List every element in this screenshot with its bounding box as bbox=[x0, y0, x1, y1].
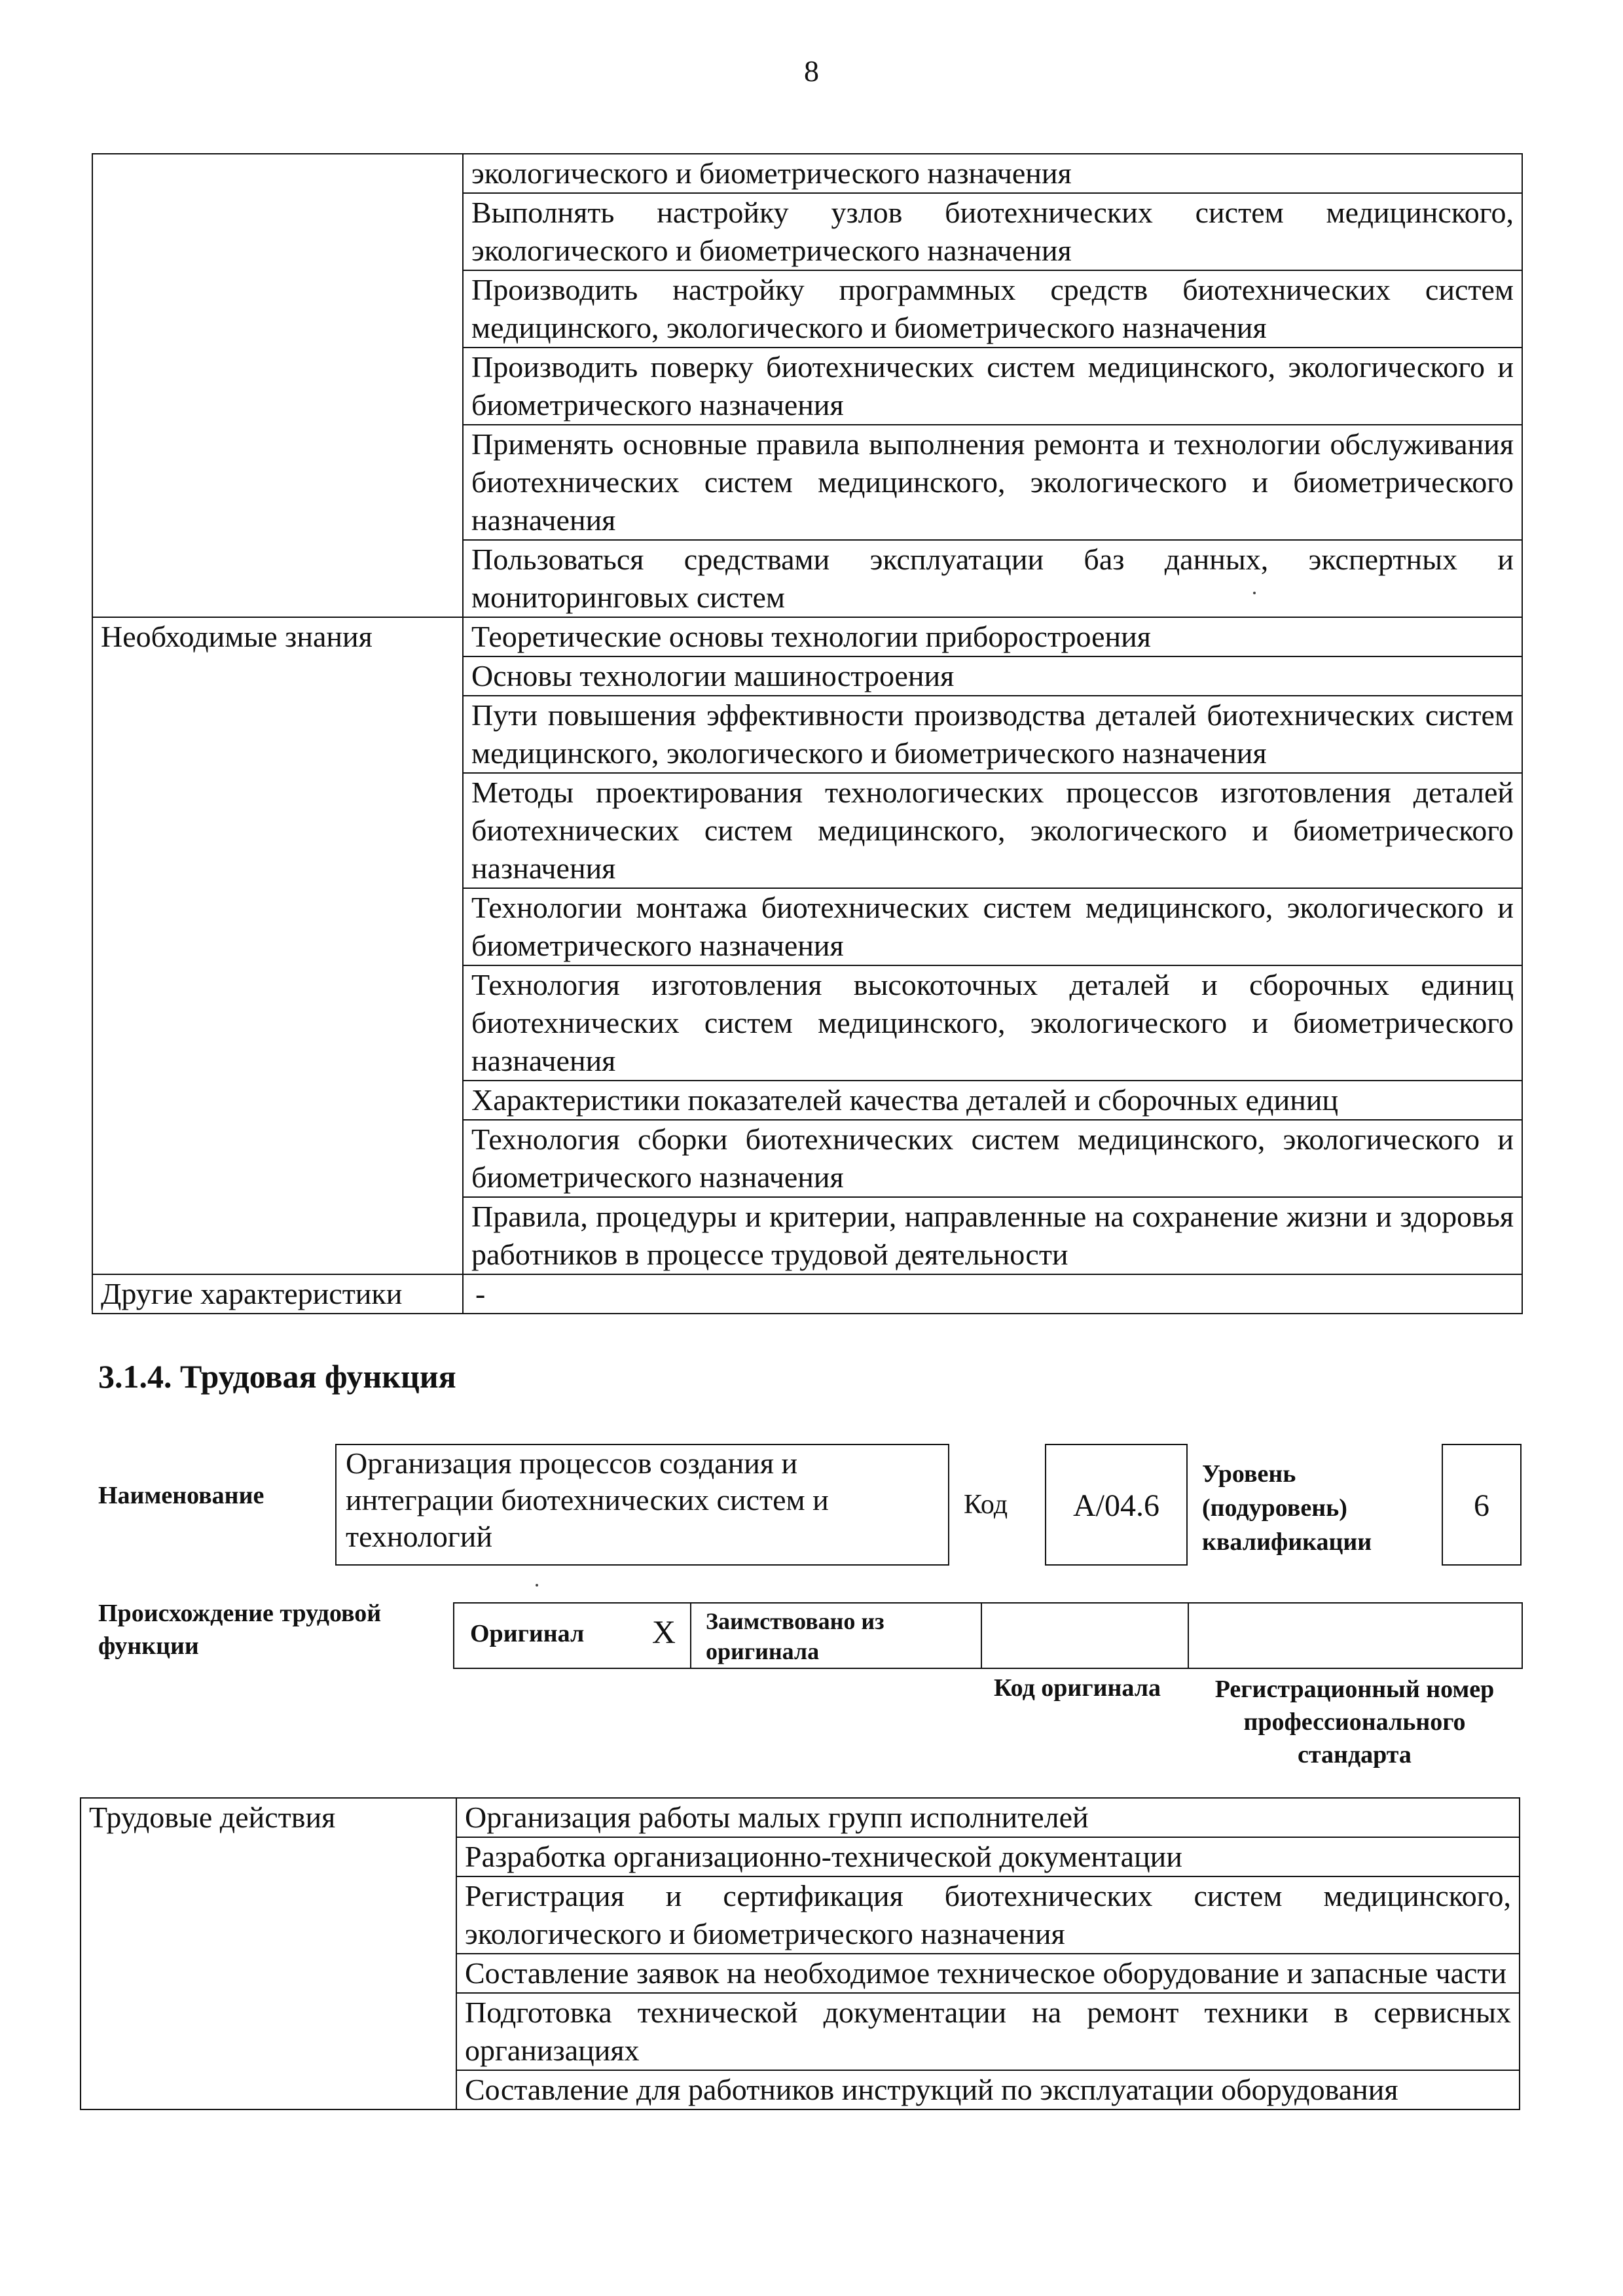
table-row bbox=[92, 1274, 1522, 1314]
table-cell: Выполнять настройку узлов биотехнических систем медицинского, экологического и биометрического назначения bbox=[463, 193, 1522, 270]
original-code-caption: Код оригинала bbox=[994, 1674, 1161, 1702]
table-row bbox=[92, 154, 1522, 193]
registration-number-caption bbox=[1201, 1673, 1508, 1771]
reg-caption-line: профессионального bbox=[1243, 1708, 1466, 1736]
table-row bbox=[81, 1798, 1520, 1837]
row-label-other: Другие характеристики bbox=[92, 1274, 463, 1314]
reg-caption-line: стандарта bbox=[1298, 1741, 1412, 1768]
level-label-line: Уровень bbox=[1202, 1460, 1296, 1488]
scan-dot bbox=[1253, 592, 1256, 594]
row-label-actions: Трудовые действия bbox=[81, 1798, 456, 2109]
table-cell: Технология сборки биотехнических систем медицинского, экологического и биометрического назначения bbox=[463, 1120, 1522, 1197]
table-cell: Технологии монтажа биотехнических систем медицинского, экологического и биометрического назначения bbox=[463, 888, 1522, 965]
table-cell: Пути повышения эффективности производства деталей биотехнических систем медицинского, экологического и биометрического назначения bbox=[463, 696, 1522, 773]
table-cell: Применять основные правила выполнения ремонта и технологии обслуживания биотехнических систем медицинского, экологического и биометрического назначения bbox=[463, 425, 1522, 540]
origin-label-line: Происхождение трудовой bbox=[98, 1600, 382, 1627]
table-cell: Подготовка технической документации на ремонт техники в сервисных организациях bbox=[456, 1993, 1520, 2070]
origin-label bbox=[98, 1597, 381, 1662]
level-label-line: (подуровень) bbox=[1202, 1494, 1347, 1522]
table-cell: - bbox=[463, 1274, 1522, 1314]
table-cell: Организация работы малых групп исполнителей bbox=[456, 1798, 1520, 1837]
table-cell: Характеристики показателей качества деталей и сборочных единиц bbox=[463, 1081, 1522, 1120]
row-label-knowledge: Необходимые знания bbox=[92, 617, 463, 1274]
origin-row bbox=[453, 1602, 1523, 1669]
table-cell: Производить поверку биотехнических систем медицинского, экологического и биометрического назначения bbox=[463, 348, 1522, 425]
table-cell: Регистрация и сертификация биотехнических систем медицинского, экологического и биометрического назначения bbox=[456, 1876, 1520, 1954]
origin-label-line: функции bbox=[98, 1632, 199, 1660]
borrowed-cell bbox=[691, 1604, 982, 1668]
borrowed-label-line: Заимствовано из bbox=[706, 1608, 884, 1634]
table-cell: Составление заявок на необходимое техническое оборудование и запасные части bbox=[456, 1954, 1520, 1993]
qualification-level-box: 6 bbox=[1442, 1444, 1522, 1566]
table-cell: Технология изготовления высокоточных деталей и сборочных единиц биотехнических систем медицинского, экологического и биометрического назначения bbox=[463, 965, 1522, 1081]
table-cell: экологического и биометрического назначения bbox=[463, 154, 1522, 193]
row-label-empty bbox=[92, 154, 463, 617]
scan-dot bbox=[536, 1584, 538, 1587]
skills-knowledge-table bbox=[92, 153, 1523, 1314]
table-cell: Правила, процедуры и критерии, направленные на сохранение жизни и здоровья работников в процессе трудовой деятельности bbox=[463, 1197, 1522, 1274]
original-cell bbox=[454, 1604, 691, 1668]
name-label: Наименование bbox=[98, 1482, 264, 1509]
original-label: Оригинал bbox=[470, 1620, 585, 1647]
table-cell: Разработка организационно-технической документации bbox=[456, 1837, 1520, 1876]
table-cell: Основы технологии машиностроения bbox=[463, 656, 1522, 696]
section-title: 3.1.4. Трудовая функция bbox=[98, 1358, 456, 1395]
table-cell: Методы проектирования технологических процессов изготовления деталей биотехнических систем медицинского, экологического и биометрического назначения bbox=[463, 773, 1522, 888]
reg-caption-line: Регистрационный номер bbox=[1214, 1676, 1495, 1703]
registration-number-cell bbox=[1189, 1604, 1522, 1668]
table-cell: Теоретические основы технологии приборостроения bbox=[463, 617, 1522, 656]
level-label bbox=[1202, 1457, 1372, 1559]
page-number: 8 bbox=[804, 54, 819, 88]
table-cell: Составление для работников инструкций по эксплуатации оборудования bbox=[456, 2070, 1520, 2109]
level-label-line: квалификации bbox=[1202, 1528, 1372, 1556]
function-name-box: Организация процессов создания и интеграции биотехнических систем и технологий bbox=[335, 1444, 949, 1566]
code-label: Код bbox=[964, 1490, 1008, 1520]
original-mark: X bbox=[651, 1613, 676, 1650]
original-code-cell bbox=[982, 1604, 1189, 1668]
table-cell: Пользоваться средствами эксплуатации баз данных, экспертных и мониторинговых систем bbox=[463, 540, 1522, 617]
borrowed-label-line: оригинала bbox=[706, 1638, 820, 1664]
labor-actions-table bbox=[80, 1797, 1520, 2110]
table-cell: Производить настройку программных средств биотехнических систем медицинского, экологического и биометрического назначения bbox=[463, 270, 1522, 348]
function-code-box: А/04.6 bbox=[1045, 1444, 1188, 1566]
table-row bbox=[92, 617, 1522, 656]
